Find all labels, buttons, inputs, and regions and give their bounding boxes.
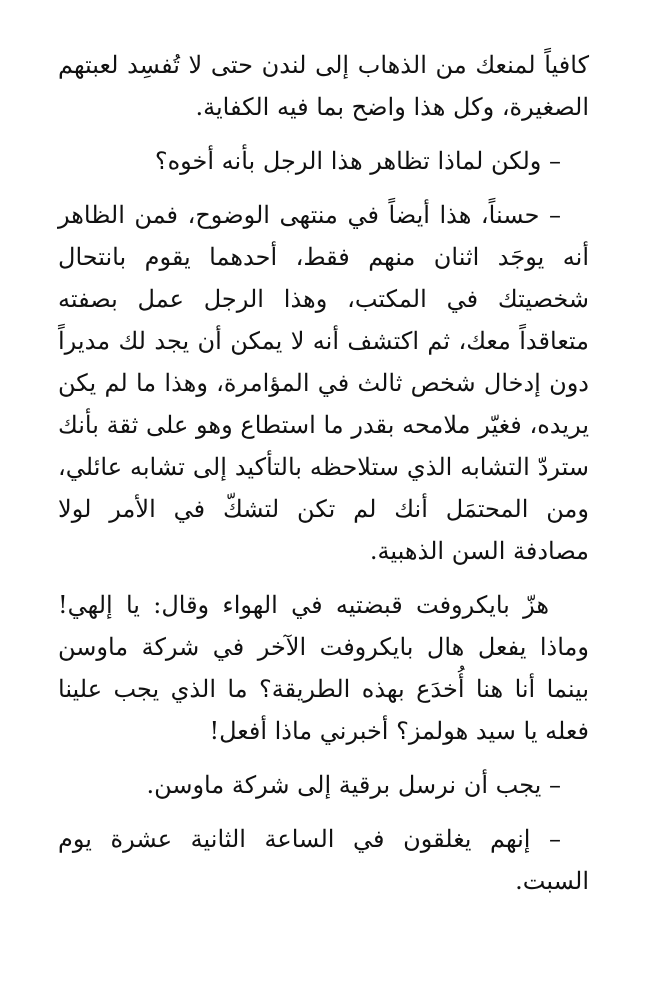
paragraph-continuation: كافياً لمنعك من الذهاب إلى لندن حتى لا تُفسِد لعبتهم الصغيرة، وكل هذا واضح بما فيه الكفاية.: [58, 51, 589, 121]
dialog-telegram: – يجب أن نرسل برقية إلى شركة ماوسن.: [146, 771, 561, 799]
dialog-closing-time: – إنهم يغلقون في الساعة الثانية عشرة يوم السبت.: [58, 825, 589, 895]
dialog-question-brother: – ولكن لماذا تظاهر هذا الرجل بأنه أخوه؟: [154, 147, 561, 175]
narration-pycroft: هزّ بايكروفت قبضتيه في الهواء وقال: يا إلهي! وماذا يفعل هال بايكروفت الآخر في شركة ماوسن بينما أنا هنا أُخدَع بهذه الطريقة؟ ما الذي يجب علينا فعله يا سيد هولمز؟ أخبرني ماذا أفعل!: [58, 591, 589, 745]
dialog-explanation: – حسناً، هذا أيضاً في منتهى الوضوح، فمن الظاهر أنه يوجَد اثنان منهم فقط، أحدهما يقوم بانتحال شخصيتك في المكتب، وهذا الرجل عمل بصفته متعاقداً معك، ثم اكتشف أنه لا يمكن أن يجد لك مديراً دون إدخال شخص ثالث في المؤامرة، وهذا ما لم يكن يريده، فغيّر ملامحه بقدر ما استطاع وهو على ثقة بأنك ستردّ التشابه الذي ستلاحظه بالتأكيد إلى تشابه عائلي، ومن المحتمَل أنك لم تكن لتشكّ في الأمر لولا مصادفة السن الذهبية.: [58, 201, 589, 565]
